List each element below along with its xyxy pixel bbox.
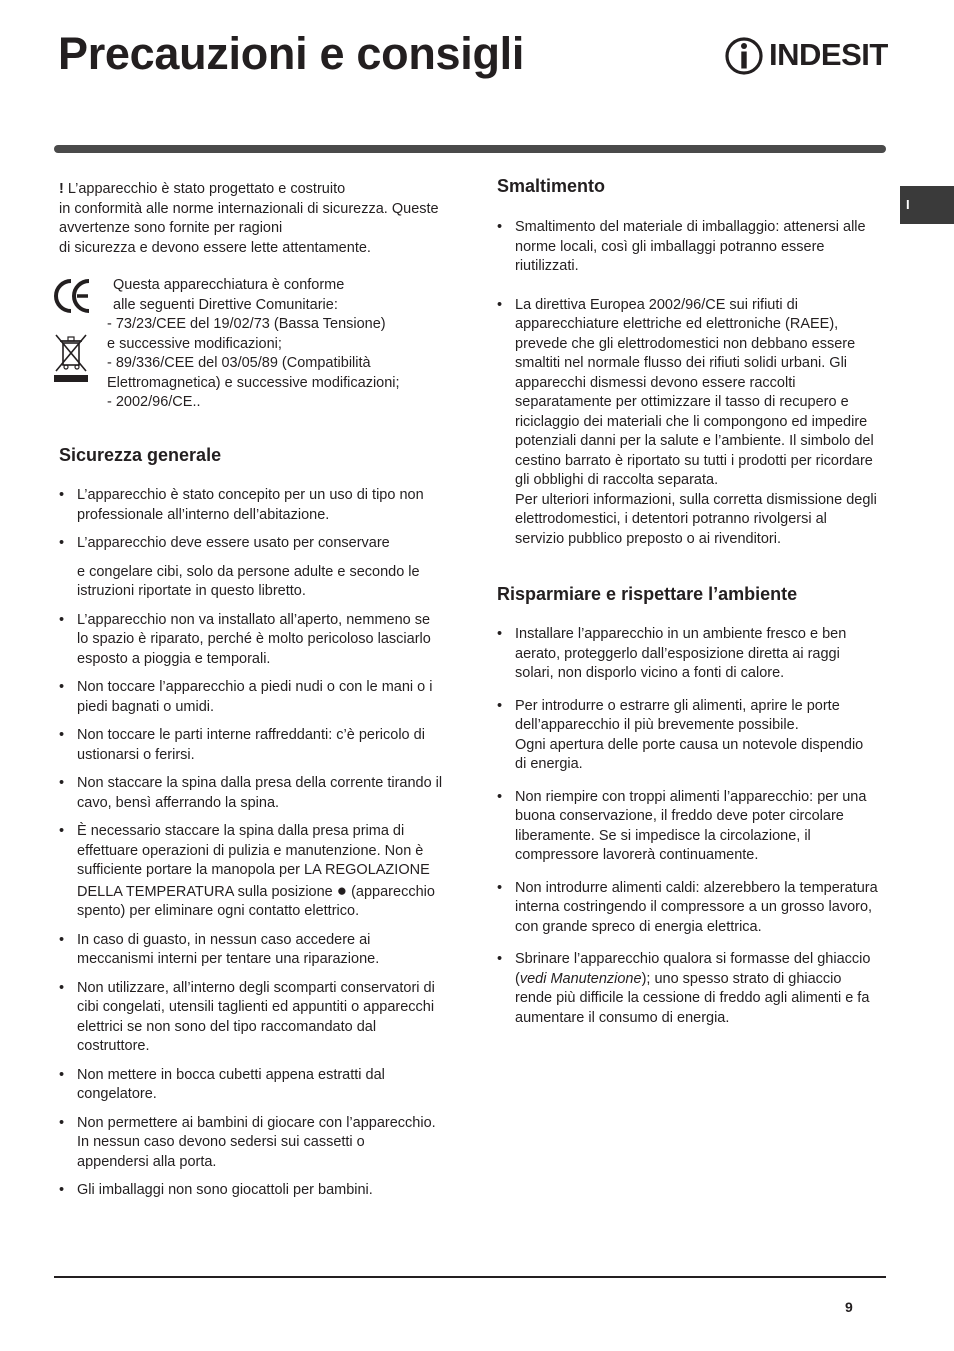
- list-item: • Smaltimento del materiale di imballaggio: attenersi alle norme locali, così gli imballaggi potranno essere riutilizzati.: [497, 218, 892, 277]
- list-item: • Sbrinare l’apparecchio qualora si formasse del ghiaccio (vedi Manutenzione); uno spesso strato di ghiaccio rende più difficile la cessione di freddo agli alimenti e fa aumentare il consumo di energia.: [497, 950, 892, 1028]
- risparmiare-list: [497, 625, 892, 1028]
- list-item: • Non utilizzare, all’interno degli scomparti conservatori di cibi congelati, utensili taglienti ed appuntiti o apparecchi elettrici se non sono del tipo raccomandato dal costruttore.: [59, 979, 454, 1057]
- brand-name: INDESIT: [769, 37, 888, 72]
- certification-block: [59, 276, 454, 416]
- list-item: • Gli imballaggi non sono giocattoli per bambini.: [59, 1181, 454, 1201]
- list-item: • Non toccare l’apparecchio a piedi nudi o con le mani o i piedi bagnati o umidi.: [59, 678, 454, 717]
- list-item: • L’apparecchio deve essere usato per conservare: [59, 534, 454, 554]
- smaltimento-list: [497, 218, 892, 549]
- language-tab: [900, 186, 954, 224]
- crossed-bin-icon: [52, 331, 92, 387]
- top-divider: [54, 145, 886, 153]
- section-heading-risparmiare: Risparmiare e rispettare l’ambiente: [497, 584, 798, 604]
- intro-line: avvertenze sono fornite per ragioni: [59, 220, 283, 236]
- bottom-divider: [54, 1276, 886, 1278]
- list-item: • L’apparecchio non va installato all’aperto, nemmeno se lo spazio è riparato, perché è molto pericoloso lasciarlo esposto a pioggia e temporali.: [59, 611, 454, 670]
- list-item: • Non introdurre alimenti caldi: alzerebbero la temperatura interna costringendo il compressore a un grosso lavoro, con grande spreco di energia elettrica.: [497, 879, 892, 938]
- section-heading-smaltimento: Smaltimento: [497, 176, 606, 196]
- manual-reference: vedi Manutenzione: [519, 970, 642, 987]
- section-heading-sicurezza: Sicurezza generale: [59, 445, 222, 465]
- indesit-logo: [725, 33, 887, 79]
- left-column: [59, 180, 454, 1201]
- list-item: • Installare l’apparecchio in un ambiente fresco e ben aerato, proteggerlo dall’esposizione diretta ai raggi solari, non disporlo vicino a fonti di calore.: [497, 625, 892, 684]
- list-item: • Non mettere in bocca cubetti appena estratti dal congelatore.: [59, 1066, 454, 1105]
- list-item-continuation: e congelare cibi, solo da persone adulte e secondo le istruzioni riportate in questo libretto.: [77, 563, 420, 599]
- list-item: • Non staccare la spina dalla presa della corrente tirando il cavo, bensì afferrando la spina.: [59, 774, 454, 813]
- list-item: • La direttiva Europea 2002/96/CE sui rifiuti di apparecchiature elettriche ed elettroniche (RAEE), prevede che gli elettrodomestici non debbano essere smaltiti nel normale flusso dei rifiuti solidi urbani. Gli apparecchi dismessi devono essere raccolti separatamente per ottimizzare il tasso di recupero e riciclaggio dei materiali che li compongono ed impedire potenziali danni per la salute e l’ambiente. Il simbolo del cestino barrato è riportato su tutti i prodotti per ricordare gli obblighi di raccolta separata. Per ulteriori informazioni, sulla corretta dismissione degli elettrodomestici, i detentori potranno rivolgersi al servizio pubblico preposto o ai rivenditori.: [497, 296, 892, 550]
- list-item: • È necessario staccare la spina dalla presa prima di effettuare operazioni di pulizia e manutenzione. Non è sufficiente portare la manopola per LA REGOLAZIONE DELLA TEMPERATURA sulla posizione ● (apparecchio spento) per eliminare ogni contatto elettrico.: [59, 822, 454, 922]
- right-column: [497, 176, 892, 1028]
- list-item: • In caso di guasto, in nessun caso accedere ai meccanismi interni per tentare una riparazione.: [59, 931, 454, 970]
- sicurezza-list: [59, 486, 454, 1201]
- info-i-icon: [725, 33, 765, 79]
- page-title: Precauzioni e consigli: [58, 28, 525, 79]
- off-position-symbol: ●: [336, 880, 348, 900]
- intro-line: di sicurezza e devono essere lette attentamente.: [59, 239, 371, 256]
- warning-mark: !: [59, 181, 64, 197]
- ce-mark-icon: [52, 276, 92, 316]
- language-tab-label: I: [906, 197, 910, 212]
- page-number: 9: [845, 1299, 853, 1315]
- list-item: • Non permettere ai bambini di giocare con l’apparecchio. In nessun caso devono sedersi sui cassetti o appendersi alla porta.: [59, 1114, 454, 1173]
- list-item: • L’apparecchio è stato concepito per un uso di tipo non professionale all’interno dell’abitazione.: [59, 486, 454, 525]
- certification-text: Questa apparecchiatura è conforme alle seguenti Direttive Comunitarie: - 73/23/CEE del 19/02/73 (Bassa Tensione) e successive modificazioni; - 89/336/CEE del 03/05/89 (Compatibilità Elettromagnetica) e successive modificazioni; - 2002/96/CE..: [107, 277, 400, 410]
- intro-warning: [59, 180, 454, 258]
- list-item: • Per introdurre o estrarre gli alimenti, aprire le porte dell’apparecchio il più brevemente possibile. Ogni apertura delle porte causa un notevole dispendio di energia.: [497, 697, 892, 775]
- list-item: • Non toccare le parti interne raffreddanti: c’è pericolo di ustionarsi o ferirsi.: [59, 726, 454, 765]
- intro-line: ! L’apparecchio è stato progettato e costruito: [59, 181, 346, 197]
- list-item: • Non riempire con troppi alimenti l’apparecchio: per una buona conservazione, il freddo deve poter circolare liberamente. Se si impedisce la circolazione, il compressore lavorerà continuamente.: [497, 788, 892, 866]
- intro-line: in conformità alle norme internazionali di sicurezza. Queste: [59, 200, 439, 217]
